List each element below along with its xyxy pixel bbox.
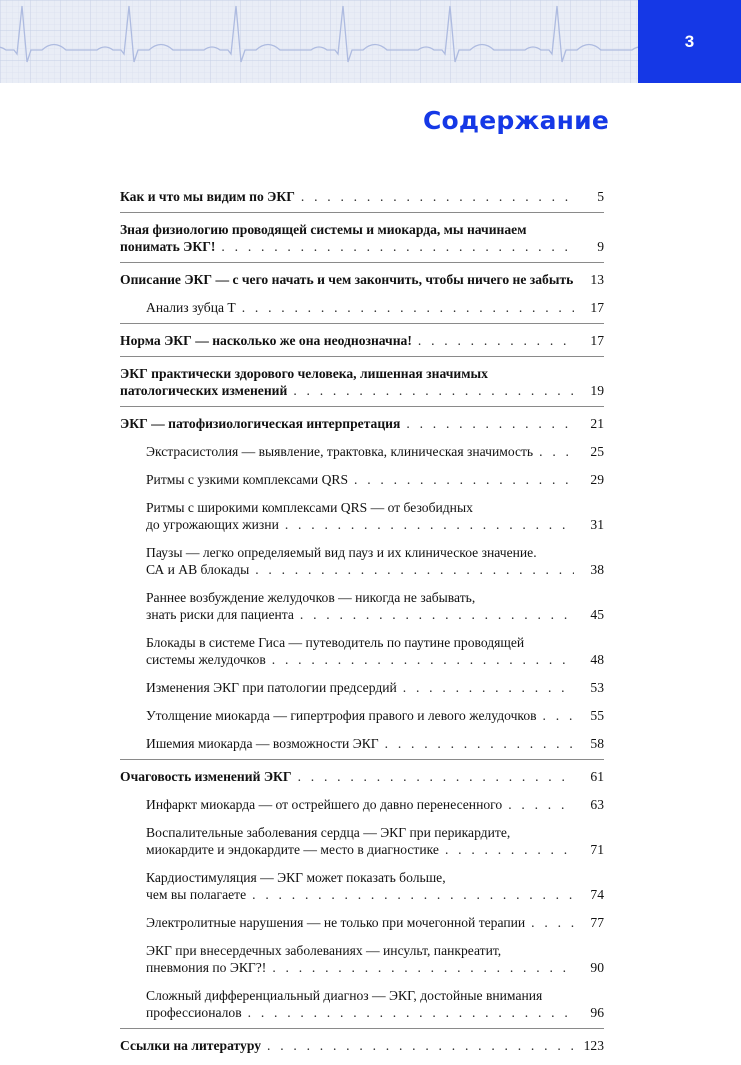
toc-entry[interactable] — [120, 471, 604, 488]
toc-entry-title: Зная физиологию проводящей системы и миокарда, мы начинаем — [120, 222, 527, 237]
toc-entry[interactable] — [120, 987, 604, 1021]
toc-entry[interactable] — [120, 499, 604, 533]
toc-page-number: 13 — [590, 272, 604, 287]
toc-entry-title: Экстрасистолия — выявление, трактовка, клиническая значимость — [146, 444, 534, 459]
toc-entry-title: Описание ЭКГ — с чего начать и чем закончить, чтобы ничего не забыть — [120, 272, 574, 287]
toc-entry[interactable] — [120, 824, 604, 858]
dot-leader — [246, 886, 574, 903]
toc-entry-title: профессионалов — [146, 1005, 242, 1020]
dot-leader — [236, 299, 574, 316]
toc-entry[interactable] — [120, 942, 604, 976]
toc-page-number: 71 — [590, 842, 604, 857]
toc-entry-title: Блокады в системе Гиса — путеводитель по паутине проводящей — [146, 635, 525, 650]
dot-leader — [261, 1037, 574, 1054]
toc-entry-title: Инфаркт миокарда — от острейшего до давно перенесенного — [146, 797, 503, 812]
toc-entry-title: пневмония по ЭКГ?! — [146, 960, 267, 975]
toc-entry-title: Ритмы с широкими комплексами QRS — от безобидных — [146, 500, 473, 515]
toc-page-number: 123 — [583, 1038, 604, 1053]
toc-entry-title: до угрожающих жизни — [146, 517, 279, 532]
toc-entry-title: ЭКГ при внесердечных заболеваниях — инсульт, панкреатит, — [146, 943, 502, 958]
dot-leader — [266, 651, 574, 668]
dot-leader — [537, 707, 574, 724]
toc-entry-title: Ишемия миокарда — возможности ЭКГ — [146, 736, 379, 751]
section-divider — [120, 1028, 604, 1029]
toc-page-number: 19 — [590, 383, 604, 398]
toc-entry-title: Анализ зубца Т — [146, 300, 236, 315]
toc-entry-title: понимать ЭКГ! — [120, 239, 216, 254]
toc-page-number: 38 — [590, 562, 604, 577]
toc-entry[interactable] — [120, 796, 604, 813]
dot-leader — [439, 841, 574, 858]
dot-leader — [397, 679, 574, 696]
toc-entry-title: патологических изменений — [120, 383, 288, 398]
dot-leader — [249, 561, 574, 578]
toc-page-number: 96 — [590, 1005, 604, 1020]
dot-leader — [292, 768, 574, 785]
toc-page-number: 61 — [590, 769, 604, 784]
toc-entry[interactable] — [120, 221, 604, 255]
dot-leader — [294, 606, 574, 623]
page-title: Содержание — [422, 106, 609, 135]
dot-leader — [400, 415, 574, 432]
toc-page-number: 17 — [590, 333, 604, 348]
toc-entry[interactable] — [120, 768, 604, 785]
toc-entry-title: Раннее возбуждение желудочков — никогда не забывать, — [146, 590, 476, 605]
toc-entry-title: Как и что мы видим по ЭКГ — [120, 189, 295, 204]
toc-entry-title: знать риски для пациента — [146, 607, 294, 622]
toc-page-number: 74 — [590, 887, 604, 902]
ecg-header-band — [0, 0, 638, 83]
toc-page-number: 21 — [590, 416, 604, 431]
toc-page-number: 9 — [597, 239, 604, 254]
toc-entry[interactable] — [120, 271, 604, 288]
toc-entry[interactable] — [120, 869, 604, 903]
toc-entry-title: ЭКГ практически здорового человека, лишенная значимых — [120, 366, 488, 381]
section-divider — [120, 262, 604, 263]
toc-entry[interactable] — [120, 365, 604, 399]
toc-entry-title: миокардите и эндокардите — место в диагностике — [146, 842, 439, 857]
dot-leader — [502, 796, 574, 813]
toc-entry[interactable] — [120, 707, 604, 724]
toc-entry[interactable] — [120, 634, 604, 668]
toc-entry[interactable] — [120, 679, 604, 696]
page-number-tab — [638, 0, 741, 83]
toc-page-number: 29 — [590, 472, 604, 487]
section-divider — [120, 356, 604, 357]
table-of-contents — [120, 188, 604, 1065]
toc-entry[interactable] — [120, 589, 604, 623]
toc-page-number: 58 — [590, 736, 604, 751]
toc-entry-title: ЭКГ — патофизиологическая интерпретация — [120, 416, 401, 431]
toc-entry-title: Паузы — легко определяемый вид пауз и их клиническое значение. — [146, 545, 537, 560]
toc-entry-title: Изменения ЭКГ при патологии предсердий — [146, 680, 397, 695]
dot-leader — [348, 471, 574, 488]
toc-page-number: 48 — [590, 652, 604, 667]
toc-entry-title: Кардиостимуляция — ЭКГ может показать больше, — [146, 870, 446, 885]
toc-entry-title: чем вы полагаете — [146, 887, 247, 902]
toc-entry-title: Электролитные нарушения — не только при мочегонной терапии — [146, 915, 526, 930]
toc-entry-title: СА и АВ блокады — [146, 562, 250, 577]
dot-leader — [287, 382, 574, 399]
toc-page-number: 90 — [590, 960, 604, 975]
toc-entry[interactable] — [120, 735, 604, 752]
section-divider — [120, 212, 604, 213]
toc-page-number: 53 — [590, 680, 604, 695]
toc-page-number: 55 — [590, 708, 604, 723]
section-divider — [120, 759, 604, 760]
toc-page-number: 17 — [590, 300, 604, 315]
toc-page-number: 77 — [590, 915, 604, 930]
toc-entry[interactable] — [120, 415, 604, 432]
toc-entry[interactable] — [120, 332, 604, 349]
toc-page-number: 63 — [590, 797, 604, 812]
toc-entry-title: Норма ЭКГ — насколько же она неоднозначна! — [120, 333, 412, 348]
toc-entry[interactable] — [120, 188, 604, 205]
toc-page-number: 5 — [597, 189, 604, 204]
toc-entry[interactable] — [120, 1037, 604, 1054]
ecg-grid-decoration — [0, 0, 638, 83]
toc-entry[interactable] — [120, 443, 604, 460]
toc-entry-title: Ссылки на литературу — [120, 1038, 261, 1053]
section-divider — [120, 406, 604, 407]
toc-entry[interactable] — [120, 914, 604, 931]
dot-leader — [215, 238, 574, 255]
dot-leader — [295, 188, 574, 205]
dot-leader — [266, 959, 574, 976]
toc-entry-title: Сложный дифференциальный диагноз — ЭКГ, достойные внимания — [146, 988, 543, 1003]
toc-entry[interactable] — [120, 544, 604, 578]
toc-page-number: 31 — [590, 517, 604, 532]
toc-entry-title: системы желудочков — [146, 652, 266, 667]
section-divider — [120, 323, 604, 324]
dot-leader — [242, 1004, 574, 1021]
toc-entry-title: Утолщение миокарда — гипертрофия правого и левого желудочков — [146, 708, 537, 723]
toc-page-number: 45 — [590, 607, 604, 622]
dot-leader — [533, 443, 574, 460]
dot-leader — [379, 735, 574, 752]
dot-leader — [279, 516, 574, 533]
toc-entry[interactable] — [120, 299, 604, 316]
toc-page-number: 25 — [590, 444, 604, 459]
dot-leader — [412, 332, 574, 349]
toc-entry-title: Воспалительные заболевания сердца — ЭКГ при перикардите, — [146, 825, 511, 840]
page-number: 3 — [684, 31, 695, 51]
toc-entry-title: Ритмы с узкими комплексами QRS — [146, 472, 349, 487]
toc-entry-title: Очаговость изменений ЭКГ — [120, 769, 292, 784]
dot-leader — [525, 914, 574, 931]
